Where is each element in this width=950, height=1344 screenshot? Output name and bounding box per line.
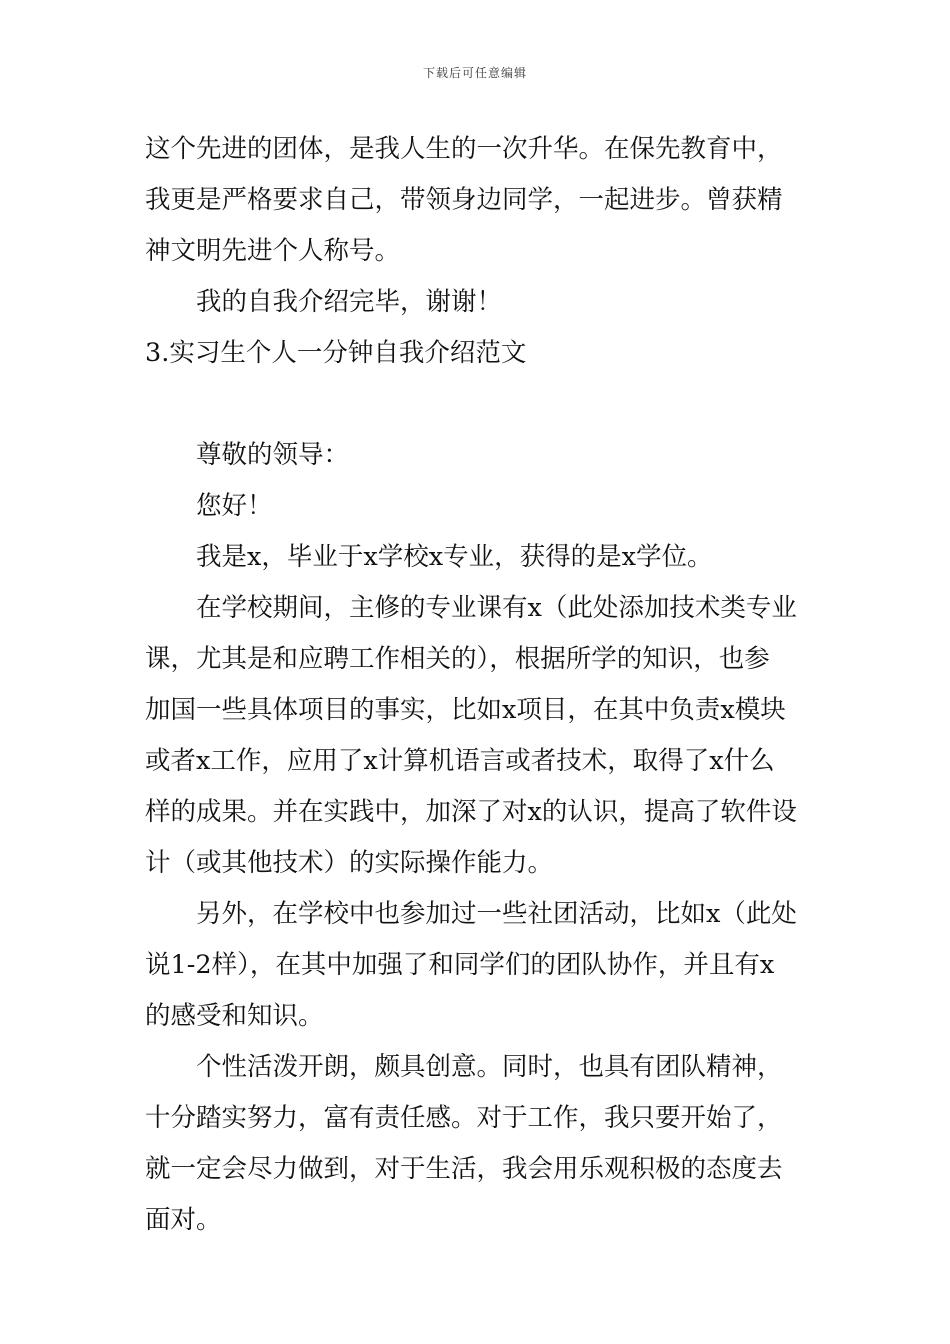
paragraph-study-line-5: 样的成果。并在实践中，加深了对x的认识，提高了软件设 [145, 797, 797, 827]
paragraph-activities-line-1: 另外，在学校中也参加过一些社团活动，比如x（此处 [196, 899, 797, 929]
paragraph-personality-line-3: 就一定会尽力做到，对于生活，我会用乐观积极的态度去 [145, 1154, 783, 1184]
document-body [145, 124, 810, 1246]
paragraph-personality [145, 1042, 810, 1246]
paragraph-study [145, 583, 810, 889]
paragraph-1 [145, 124, 810, 277]
paragraph-1-line-2: 我更是严格要求自己，带领身边同学，一起进步。曾获精 [145, 185, 783, 215]
paragraph-study-line-3: 加国一些具体项目的事实，比如x项目，在其中负责x模块 [145, 695, 786, 725]
paragraph-1-line-3: 神文明先进个人称号。 [145, 236, 401, 266]
paragraph-1-line-1: 这个先进的团体，是我人生的一次升华。在保先教育中， [145, 134, 783, 164]
paragraph-study-line-4: 或者x工作，应用了x计算机语言或者技术，取得了x什么 [145, 746, 775, 776]
page-header: 下载后可任意编辑 [422, 66, 527, 80]
paragraph-activities [145, 889, 810, 1042]
paragraph-closing: 我的自我介绍完毕，谢谢！ [196, 287, 503, 317]
paragraph-personality-line-2: 十分踏实努力，富有责任感。对于工作，我只要开始了， [145, 1103, 783, 1133]
salutation: 尊敬的领导： [196, 440, 350, 470]
greeting: 您好！ [196, 491, 273, 521]
paragraph-study-line-2: 课，尤其是和应聘工作相关的），根据所学的知识，也参 [145, 644, 770, 674]
paragraph-personality-line-1: 个性活泼开朗，颇具创意。同时，也具有团队精神， [196, 1052, 783, 1082]
paragraph-study-line-1: 在学校期间，主修的专业课有x（此处添加技术类专业 [196, 593, 797, 623]
section-heading: 3.实习生个人一分钟自我介绍范文 [145, 338, 527, 368]
paragraph-intro: 我是x，毕业于x学校x专业，获得的是x学位。 [196, 542, 713, 572]
paragraph-personality-line-4: 面对。 [145, 1205, 222, 1235]
paragraph-activities-line-2: 说1-2样），在其中加强了和同学们的团队协作，并且有x [145, 950, 775, 980]
paragraph-study-line-6: 计（或其他技术）的实际操作能力。 [145, 848, 554, 878]
paragraph-activities-line-3: 的感受和知识。 [145, 1001, 324, 1031]
